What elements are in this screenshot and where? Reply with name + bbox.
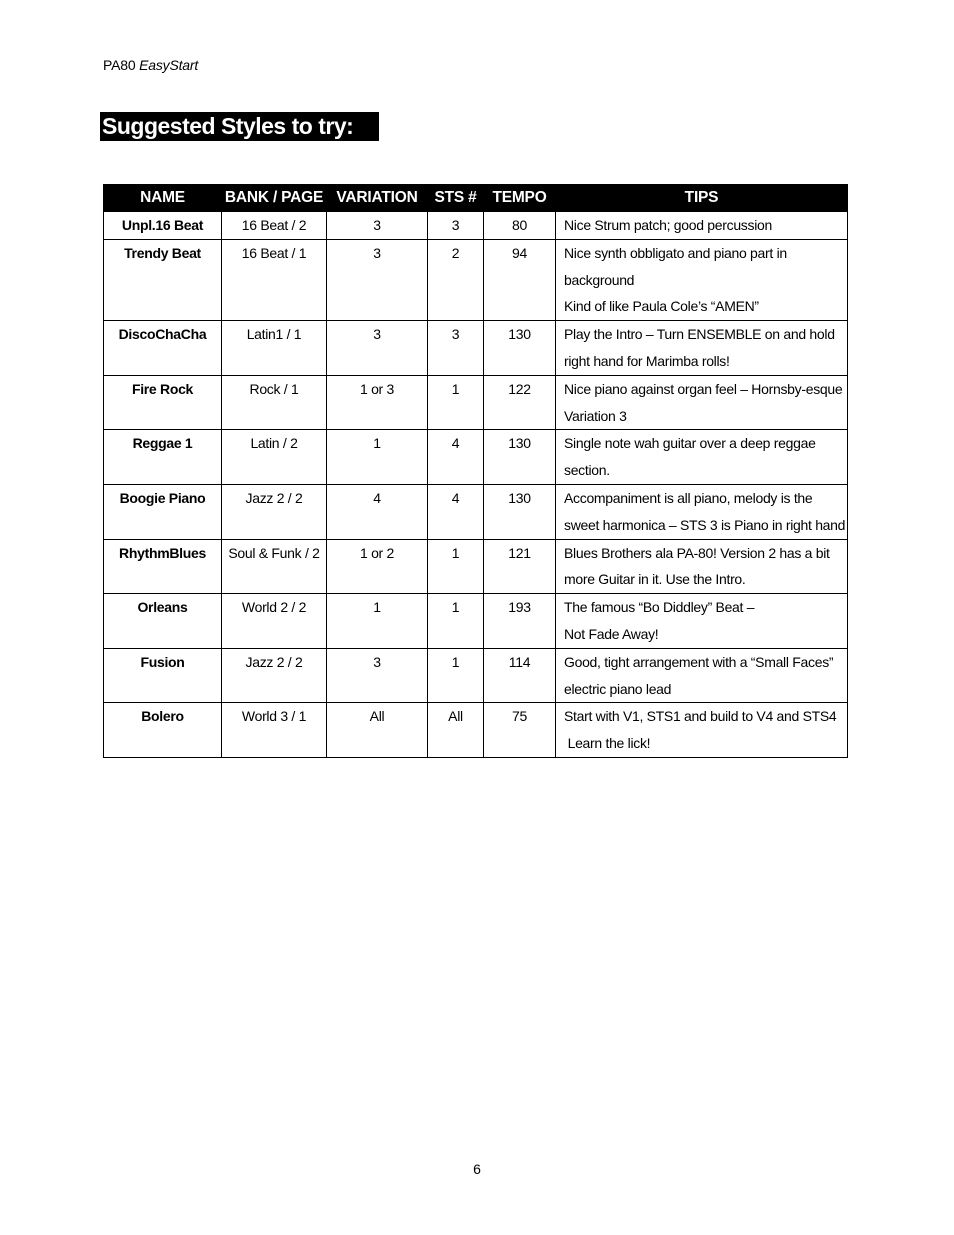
cell-tempo: 94 xyxy=(484,239,556,320)
cell-variation: 1 or 2 xyxy=(327,539,428,594)
tip-line: Single note wah guitar over a deep reggae xyxy=(564,435,816,452)
cell-tips xyxy=(556,594,848,649)
cell-tips xyxy=(556,484,848,539)
cell-variation: 3 xyxy=(327,212,428,240)
cell-bank-page: Jazz 2 / 2 xyxy=(222,484,327,539)
cell-tips xyxy=(556,430,848,485)
table-row xyxy=(104,321,848,376)
tip-line: Nice piano against organ feel – Hornsby-esque xyxy=(564,380,843,397)
col-header-tempo: TEMPO xyxy=(484,184,556,212)
tip-line: Learn the lick! xyxy=(564,735,651,752)
tip-line: Nice synth obbligato and piano part in xyxy=(564,244,787,261)
cell-name: Boogie Piano xyxy=(104,484,222,539)
table-row xyxy=(104,375,848,430)
tip-line: The famous “Bo Diddley” Beat – xyxy=(564,599,755,616)
table-row xyxy=(104,484,848,539)
cell-sts: 3 xyxy=(428,212,484,240)
cell-sts: 3 xyxy=(428,321,484,376)
cell-variation: 1 xyxy=(327,594,428,649)
cell-sts: 1 xyxy=(428,375,484,430)
tip-line: Blues Brothers ala PA-80! Version 2 has a bit xyxy=(564,544,830,561)
cell-variation: All xyxy=(327,703,428,758)
table-row xyxy=(104,648,848,703)
tip-line: Start with V1, STS1 and build to V4 and STS4 xyxy=(564,708,837,725)
running-header xyxy=(103,57,198,73)
styles-table xyxy=(103,184,848,758)
col-header-variation: VARIATION xyxy=(327,184,428,212)
cell-bank-page: Latin / 2 xyxy=(222,430,327,485)
cell-tips xyxy=(556,239,848,320)
col-header-bank-page: BANK / PAGE xyxy=(222,184,327,212)
cell-tips xyxy=(556,539,848,594)
cell-tempo: 75 xyxy=(484,703,556,758)
cell-sts: 1 xyxy=(428,539,484,594)
cell-name: Trendy Beat xyxy=(104,239,222,320)
cell-tempo: 80 xyxy=(484,212,556,240)
cell-name: Bolero xyxy=(104,703,222,758)
col-header-name: NAME xyxy=(104,184,222,212)
cell-tempo: 121 xyxy=(484,539,556,594)
tip-line: Variation 3 xyxy=(564,407,627,424)
cell-sts: 4 xyxy=(428,484,484,539)
table-row xyxy=(104,539,848,594)
tip-line: Nice Strum patch; good percussion xyxy=(564,217,772,233)
cell-bank-page: Rock / 1 xyxy=(222,375,327,430)
cell-name: Unpl.16 Beat xyxy=(104,212,222,240)
cell-tips xyxy=(556,375,848,430)
cell-tips xyxy=(556,321,848,376)
tip-line: Kind of like Paula Cole’s “AMEN” xyxy=(564,298,759,315)
tip-line: Not Fade Away! xyxy=(564,625,659,642)
header-model: PA80 xyxy=(103,57,136,73)
cell-variation: 3 xyxy=(327,648,428,703)
table-header-row xyxy=(104,184,848,212)
table-row xyxy=(104,594,848,649)
table-row xyxy=(104,703,848,758)
tip-line: Accompaniment is all piano, melody is the xyxy=(564,489,813,506)
cell-tips xyxy=(556,212,848,240)
table-row xyxy=(104,212,848,240)
cell-tips xyxy=(556,703,848,758)
cell-tempo: 130 xyxy=(484,321,556,376)
table-row xyxy=(104,239,848,320)
cell-tempo: 130 xyxy=(484,430,556,485)
tip-line: background xyxy=(564,271,635,288)
cell-sts: 2 xyxy=(428,239,484,320)
cell-variation: 1 xyxy=(327,430,428,485)
tip-line: Play the Intro – Turn ENSEMBLE on and hold xyxy=(564,326,835,343)
page-number: 6 xyxy=(473,1161,481,1177)
cell-bank-page: 16 Beat / 1 xyxy=(222,239,327,320)
cell-sts: All xyxy=(428,703,484,758)
table-row xyxy=(104,430,848,485)
col-header-sts: STS # xyxy=(428,184,484,212)
cell-name: Reggae 1 xyxy=(104,430,222,485)
cell-bank-page: World 2 / 2 xyxy=(222,594,327,649)
cell-bank-page: Soul & Funk / 2 xyxy=(222,539,327,594)
cell-tips xyxy=(556,648,848,703)
section-title: Suggested Styles to try: xyxy=(100,112,379,141)
tip-line: more Guitar in it. Use the Intro. xyxy=(564,571,746,588)
cell-name: Fusion xyxy=(104,648,222,703)
cell-sts: 4 xyxy=(428,430,484,485)
cell-bank-page: Jazz 2 / 2 xyxy=(222,648,327,703)
cell-tempo: 114 xyxy=(484,648,556,703)
cell-tempo: 193 xyxy=(484,594,556,649)
tip-line: sweet harmonica – STS 3 is Piano in right hand xyxy=(564,516,846,533)
cell-variation: 3 xyxy=(327,321,428,376)
cell-name: DiscoChaCha xyxy=(104,321,222,376)
cell-variation: 1 or 3 xyxy=(327,375,428,430)
cell-variation: 4 xyxy=(327,484,428,539)
tip-line: electric piano lead xyxy=(564,680,672,697)
tip-line: Good, tight arrangement with a “Small Faces” xyxy=(564,653,834,670)
tip-line: right hand for Marimba rolls! xyxy=(564,352,730,369)
cell-name: Fire Rock xyxy=(104,375,222,430)
col-header-tips: TIPS xyxy=(556,184,848,212)
cell-name: Orleans xyxy=(104,594,222,649)
cell-bank-page: 16 Beat / 2 xyxy=(222,212,327,240)
cell-bank-page: Latin1 / 1 xyxy=(222,321,327,376)
cell-variation: 3 xyxy=(327,239,428,320)
header-doc-name: EasyStart xyxy=(139,57,199,73)
cell-bank-page: World 3 / 1 xyxy=(222,703,327,758)
table-body xyxy=(104,212,848,758)
tip-line: section. xyxy=(564,462,610,479)
cell-tempo: 130 xyxy=(484,484,556,539)
cell-tempo: 122 xyxy=(484,375,556,430)
cell-sts: 1 xyxy=(428,648,484,703)
cell-sts: 1 xyxy=(428,594,484,649)
cell-name: RhythmBlues xyxy=(104,539,222,594)
